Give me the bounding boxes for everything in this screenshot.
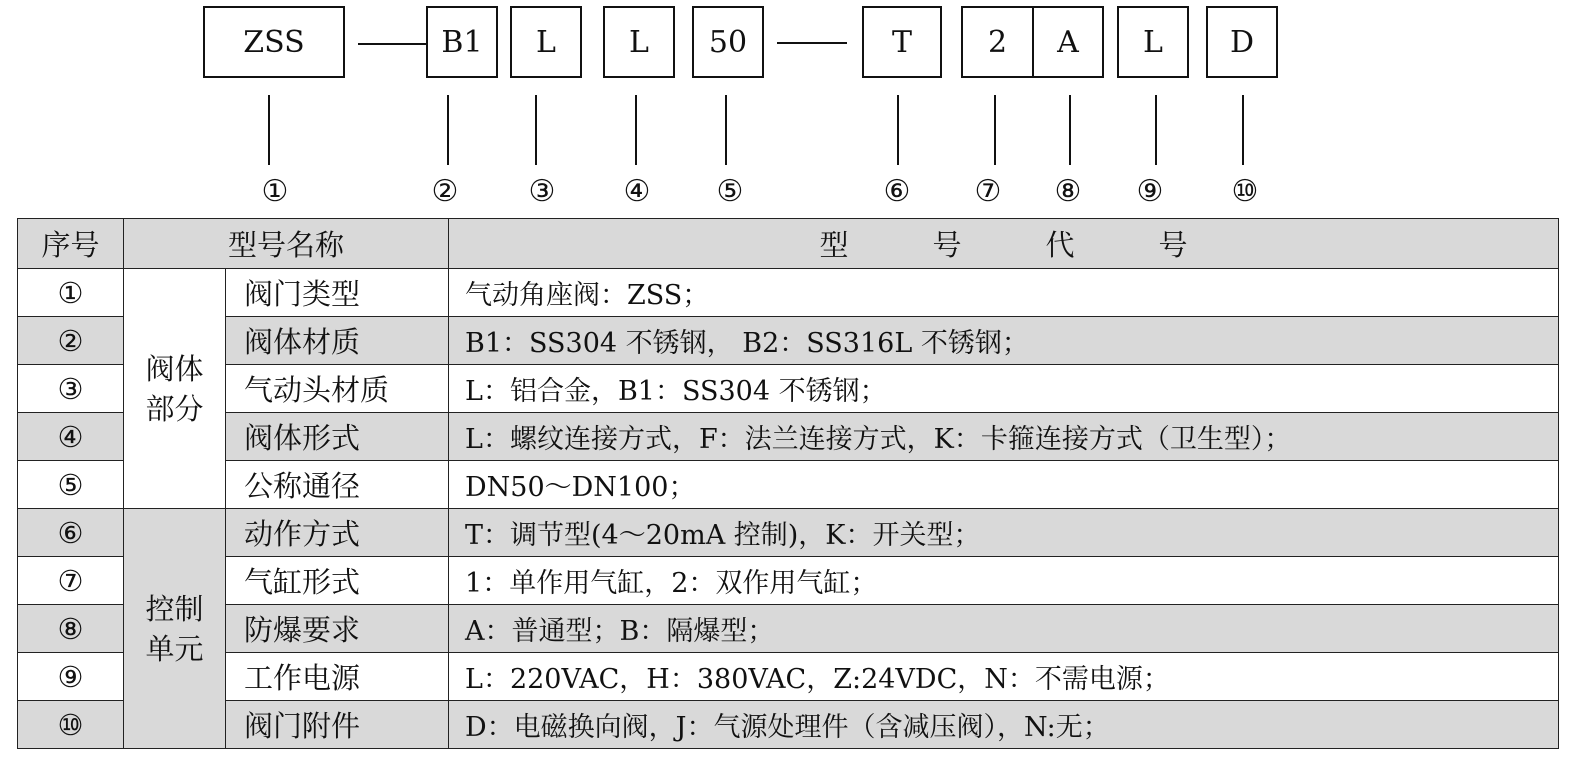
row-no: ④ [18, 413, 124, 461]
header-code-char: 号 [932, 228, 962, 262]
group-label-text: 阀体 部分 [145, 351, 204, 426]
row-name: 气缸形式 [226, 557, 449, 605]
row-name: 阀门附件 [226, 701, 449, 749]
row-no: ⑩ [18, 701, 124, 749]
header-no: 序号 [18, 219, 124, 269]
marker-9: ⑨ [1136, 174, 1164, 209]
row-code: L：螺纹连接方式，F：法兰连接方式，K：卡箍连接方式（卫生型）； [449, 413, 1559, 461]
leader-line [1155, 95, 1157, 165]
row-name: 工作电源 [226, 653, 449, 701]
marker-8: ⑧ [1054, 174, 1082, 209]
code-box-4: L [603, 6, 675, 78]
row-name: 阀体形式 [226, 413, 449, 461]
code-box-5: 50 [692, 6, 764, 78]
leader-line [1242, 95, 1244, 165]
table-header-row [18, 219, 1559, 269]
header-code-char: 代 [1045, 228, 1075, 262]
row-code: L：铝合金，B1：SS304 不锈钢； [449, 365, 1559, 413]
table-row [18, 557, 1559, 605]
marker-1: ① [261, 174, 289, 209]
row-code: T：调节型(4～20mA 控制)，K：开关型； [449, 509, 1559, 557]
row-name: 阀门类型 [226, 269, 449, 317]
header-name: 型号名称 [124, 219, 449, 269]
code-separator [777, 42, 847, 44]
row-no: ⑦ [18, 557, 124, 605]
row-name: 公称通径 [226, 461, 449, 509]
row-no: ③ [18, 365, 124, 413]
row-code: D：电磁换向阀，J：气源处理件（含减压阀），N:无； [449, 701, 1559, 749]
row-name: 防爆要求 [226, 605, 449, 653]
code-box-1: ZSS [203, 6, 345, 78]
code-box-3: L [510, 6, 582, 78]
marker-4: ④ [623, 174, 651, 209]
group-label-body [124, 269, 226, 509]
row-code: A：普通型；B：隔爆型； [449, 605, 1559, 653]
leader-line [1069, 95, 1071, 165]
leader-line [268, 95, 270, 165]
table-row [18, 269, 1559, 317]
row-code: DN50～DN100； [449, 461, 1559, 509]
marker-6: ⑥ [883, 174, 911, 209]
header-code [449, 219, 1559, 269]
row-name: 动作方式 [226, 509, 449, 557]
row-code: 1：单作用气缸，2：双作用气缸； [449, 557, 1559, 605]
row-no: ⑧ [18, 605, 124, 653]
marker-2: ② [431, 174, 459, 209]
row-name: 气动头材质 [226, 365, 449, 413]
row-no: ② [18, 317, 124, 365]
row-no: ⑤ [18, 461, 124, 509]
row-code: L：220VAC，H：380VAC，Z:24VDC，N：不需电源； [449, 653, 1559, 701]
code-box-2: B1 [426, 6, 498, 78]
table-row [18, 365, 1559, 413]
table-row [18, 413, 1559, 461]
row-code: B1：SS304 不锈钢， B2：SS316L 不锈钢； [449, 317, 1559, 365]
row-no: ① [18, 269, 124, 317]
leader-line [725, 95, 727, 165]
code-separator [358, 43, 426, 45]
leader-line [994, 95, 996, 165]
leader-line [535, 95, 537, 165]
table-row [18, 317, 1559, 365]
header-code-char: 号 [1158, 228, 1188, 262]
table-row [18, 605, 1559, 653]
code-box-6: T [862, 6, 942, 78]
leader-line [635, 95, 637, 165]
row-name: 阀体材质 [226, 317, 449, 365]
marker-3: ③ [528, 174, 556, 209]
code-box-9: L [1117, 6, 1189, 78]
table-row [18, 653, 1559, 701]
row-no: ⑨ [18, 653, 124, 701]
table-row [18, 509, 1559, 557]
model-spec-table [17, 218, 1559, 749]
row-code: 气动角座阀：ZSS； [449, 269, 1559, 317]
table-row [18, 461, 1559, 509]
code-box-8: A [1032, 6, 1104, 78]
marker-10: ⑩ [1231, 174, 1259, 209]
header-code-char: 型 [819, 228, 849, 262]
table-row [18, 701, 1559, 749]
leader-line [447, 95, 449, 165]
marker-7: ⑦ [974, 174, 1002, 209]
row-no: ⑥ [18, 509, 124, 557]
leader-line [897, 95, 899, 165]
marker-5: ⑤ [716, 174, 744, 209]
code-box-10: D [1206, 6, 1278, 78]
group-label-control [124, 509, 226, 749]
group-label-text: 控制 单元 [145, 591, 204, 666]
code-box-7: 2 [961, 6, 1034, 78]
